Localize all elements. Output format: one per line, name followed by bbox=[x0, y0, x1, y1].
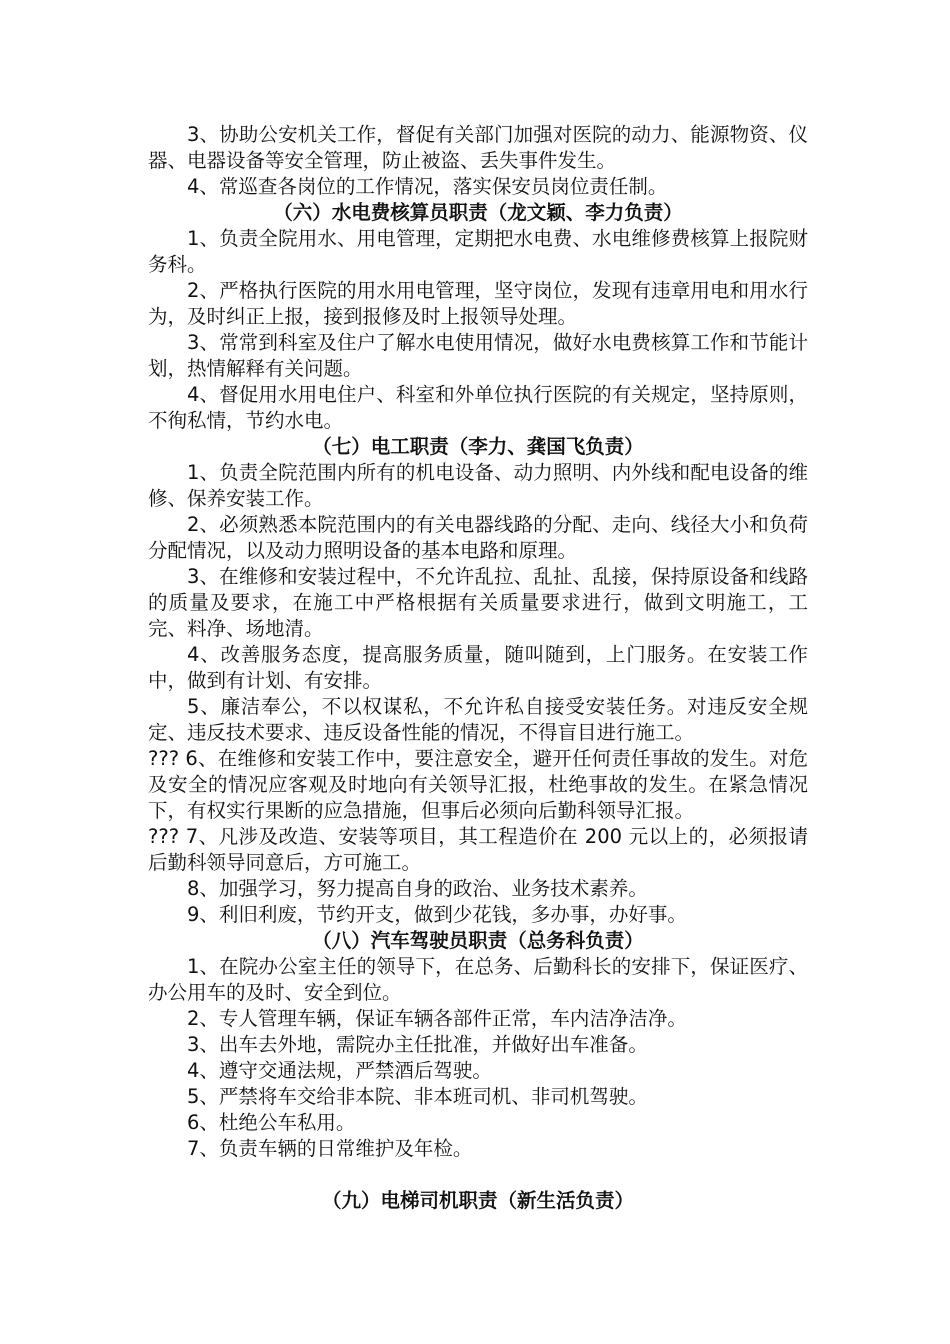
blank-line bbox=[148, 1162, 808, 1188]
paragraph: 2、专人管理车辆，保证车辆各部件正常，车内洁净洁净。 bbox=[187, 1007, 687, 1030]
section-heading: （九）电梯司机职责（新生活负责） bbox=[321, 1189, 634, 1212]
document-page bbox=[148, 122, 808, 1214]
paragraph: ??? 6、在维修和安装工作中，要注意安全，避开任何责任事故的发生。对危及安全的情况应客观及时地向有关领导汇报，杜绝事故的发生。在紧急情况下，有权实行果断的应急措施，但事后必须向后勤科领导汇报。 bbox=[148, 747, 808, 822]
paragraph: 5、严禁将车交给非本院、非本班司机、非司机驾驶。 bbox=[187, 1085, 648, 1108]
paragraph: 8、加强学习，努力提高自身的政治、业务技术素养。 bbox=[187, 877, 648, 900]
paragraph: 5、廉洁奉公，不以权谋私，不允许私自接受安装任务。对违反安全规定、违反技术要求、违反设备性能的情况，不得盲目进行施工。 bbox=[148, 695, 808, 744]
paragraph: 3、出车去外地，需院办主任批准，并做好出车准备。 bbox=[187, 1033, 648, 1056]
paragraph: 6、杜绝公车私用。 bbox=[187, 1111, 356, 1134]
paragraph: 3、常常到科室及住户了解水电使用情况，做好水电费核算工作和节能计划，热情解释有关问题。 bbox=[148, 331, 808, 380]
paragraph: 2、严格执行医院的用水用电管理，坚守岗位，发现有违章用电和用水行为，及时纠正上报，接到报修及时上报领导处理。 bbox=[148, 279, 808, 328]
paragraph: 1、负责全院用水、用电管理，定期把水电费、水电维修费核算上报院财务科。 bbox=[148, 227, 808, 276]
section-heading: （七）电工职责（李力、龚国飞负责） bbox=[312, 435, 644, 458]
paragraph: 9、利旧利废，节约开支，做到少花钱，多办事，办好事。 bbox=[187, 903, 687, 926]
paragraph: 4、改善服务态度，提高服务质量，随叫随到，上门服务。在安装工作中，做到有计划、有安排。 bbox=[148, 643, 808, 692]
paragraph: 1、在院办公室主任的领导下，在总务、后勤科长的安排下，保证医疗、办公用车的及时、安全到位。 bbox=[148, 955, 808, 1004]
paragraph: 3、在维修和安装过程中，不允许乱拉、乱扯、乱接，保持原设备和线路的质量及要求，在施工中严格根据有关质量要求进行，做到文明施工，工完、料净、场地清。 bbox=[148, 565, 808, 640]
paragraph: 7、负责车辆的日常维护及年检。 bbox=[187, 1137, 473, 1160]
section-heading: （六）水电费核算员职责（龙文颖、李力负责） bbox=[273, 201, 683, 224]
paragraph: 3、协助公安机关工作，督促有关部门加强对医院的动力、能源物资、仪器、电器设备等安全管理，防止被盗、丢失事件发生。 bbox=[148, 123, 808, 172]
paragraph: ??? 7、凡涉及改造、安装等项目，其工程造价在 200 元以上的，必须报请后勤科领导同意后，方可施工。 bbox=[148, 825, 808, 874]
paragraph: 4、常巡查各岗位的工作情况，落实保安员岗位责任制。 bbox=[187, 175, 668, 198]
paragraph: 2、必须熟悉本院范围内的有关电器线路的分配、走向、线径大小和负荷分配情况，以及动力照明设备的基本电路和原理。 bbox=[148, 513, 808, 562]
paragraph: 4、遵守交通法规，严禁酒后驾驶。 bbox=[187, 1059, 492, 1082]
section-heading: （八）汽车驾驶员职责（总务科负责） bbox=[312, 929, 644, 952]
paragraph: 1、负责全院范围内所有的机电设备、动力照明、内外线和配电设备的维修、保养安装工作。 bbox=[148, 461, 808, 510]
paragraph: 4、督促用水用电住户、科室和外单位执行医院的有关规定，坚持原则，不徇私情，节约水电。 bbox=[148, 383, 808, 432]
